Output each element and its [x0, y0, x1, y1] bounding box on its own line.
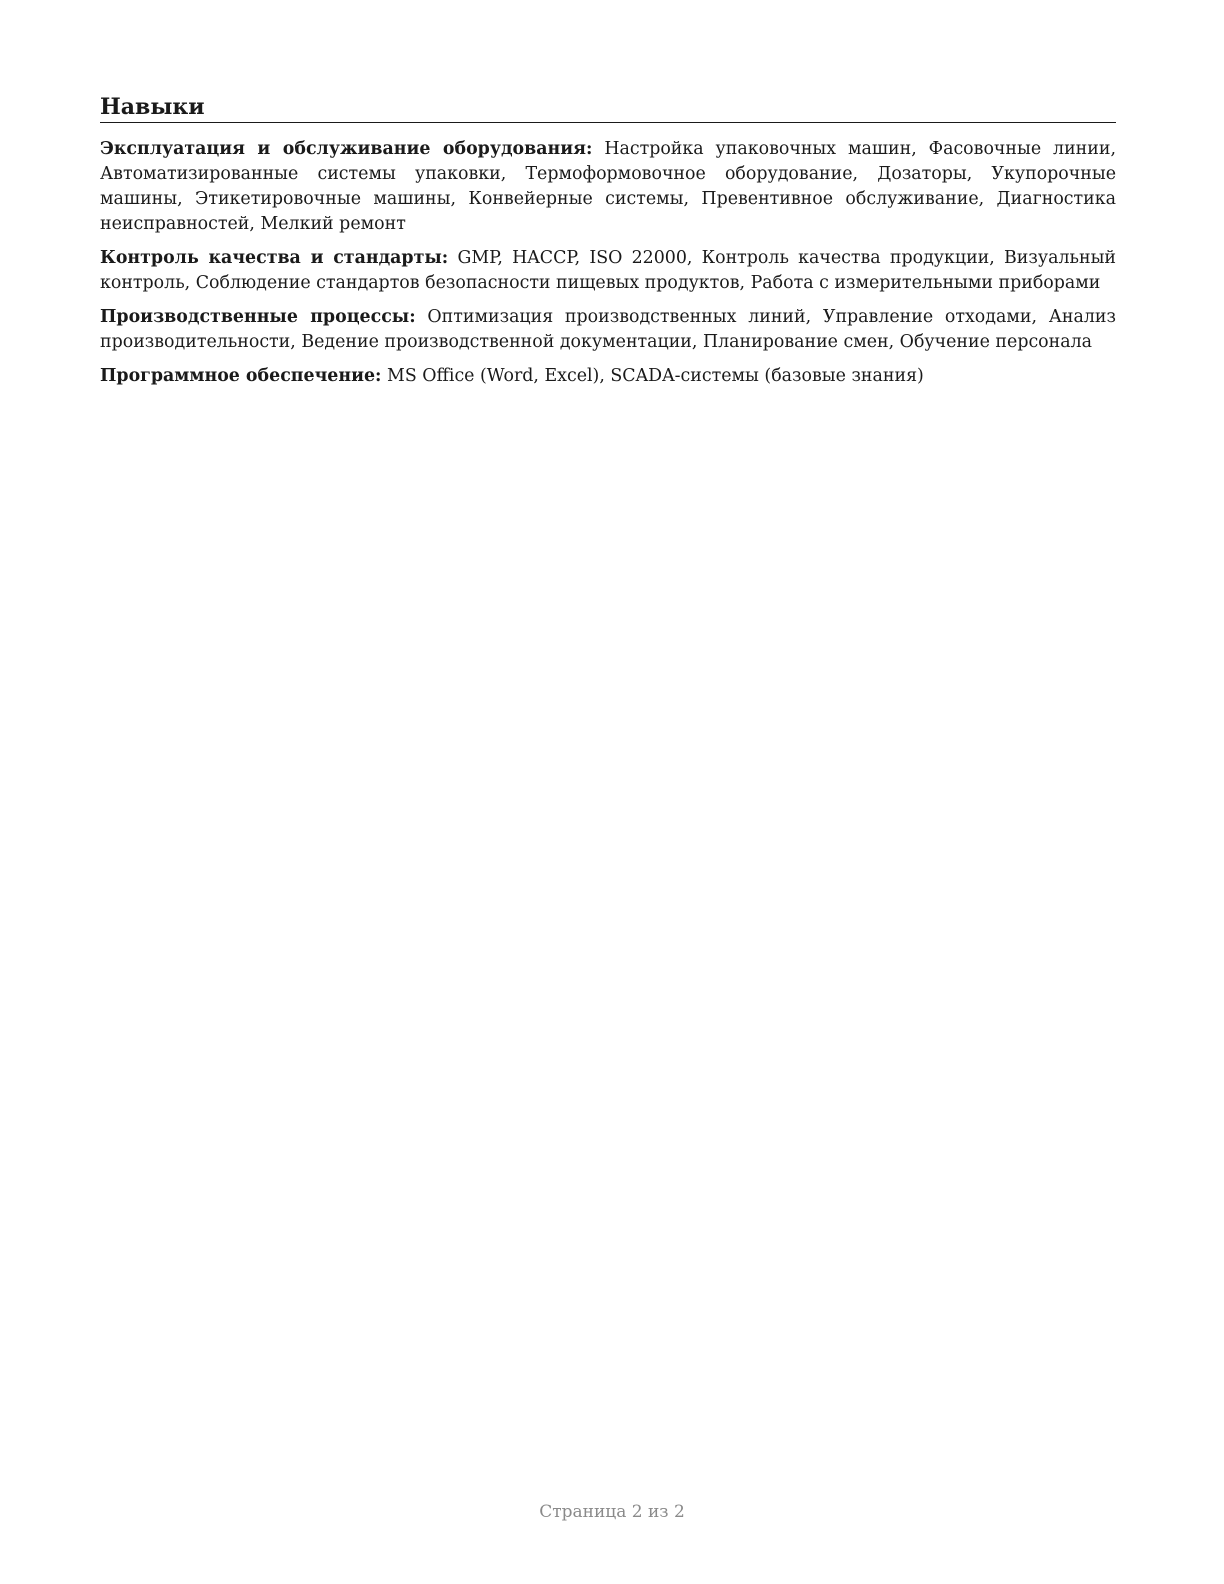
skill-category-label: Программное обеспечение:	[100, 366, 382, 386]
skill-items-text: GMP, HACCP, ISO 22000, Контроль качества продукции, Визуальный контроль, Соблюдение стандартов безопасности пищевых продуктов, Работа с измерительными приборами	[100, 248, 1117, 293]
page-number-footer: Страница 2 из 2	[539, 1502, 685, 1522]
skill-category-label: Эксплуатация и обслуживание оборудования:	[100, 139, 593, 159]
skill-group-processes	[100, 305, 1116, 355]
page-content	[100, 92, 1116, 389]
section-heading-skills: Навыки	[100, 92, 1116, 123]
skill-category-label: Контроль качества и стандарты:	[100, 248, 449, 268]
skill-group-software	[100, 364, 1116, 389]
skill-group-equipment	[100, 137, 1116, 237]
skill-items-text: Оптимизация производственных линий, Управление отходами, Анализ производительности, Ведение производственной документации, Планирование смен, Обучение персонала	[100, 307, 1117, 352]
skill-category-label: Производственные процессы:	[100, 307, 416, 327]
skill-items-text: Настройка упаковочных машин, Фасовочные линии, Автоматизированные системы упаковки, Термоформовочное оборудование, Дозаторы, Укупорочные машины, Этикетировочные машины, Конвейерные системы, Превентивное обслуживание, Диагностика неисправностей, Мелкий ремонт	[100, 139, 1116, 234]
skill-items-text: MS Office (Word, Excel), SCADA-системы (базовые знания)	[387, 366, 924, 386]
skill-group-quality	[100, 246, 1116, 296]
